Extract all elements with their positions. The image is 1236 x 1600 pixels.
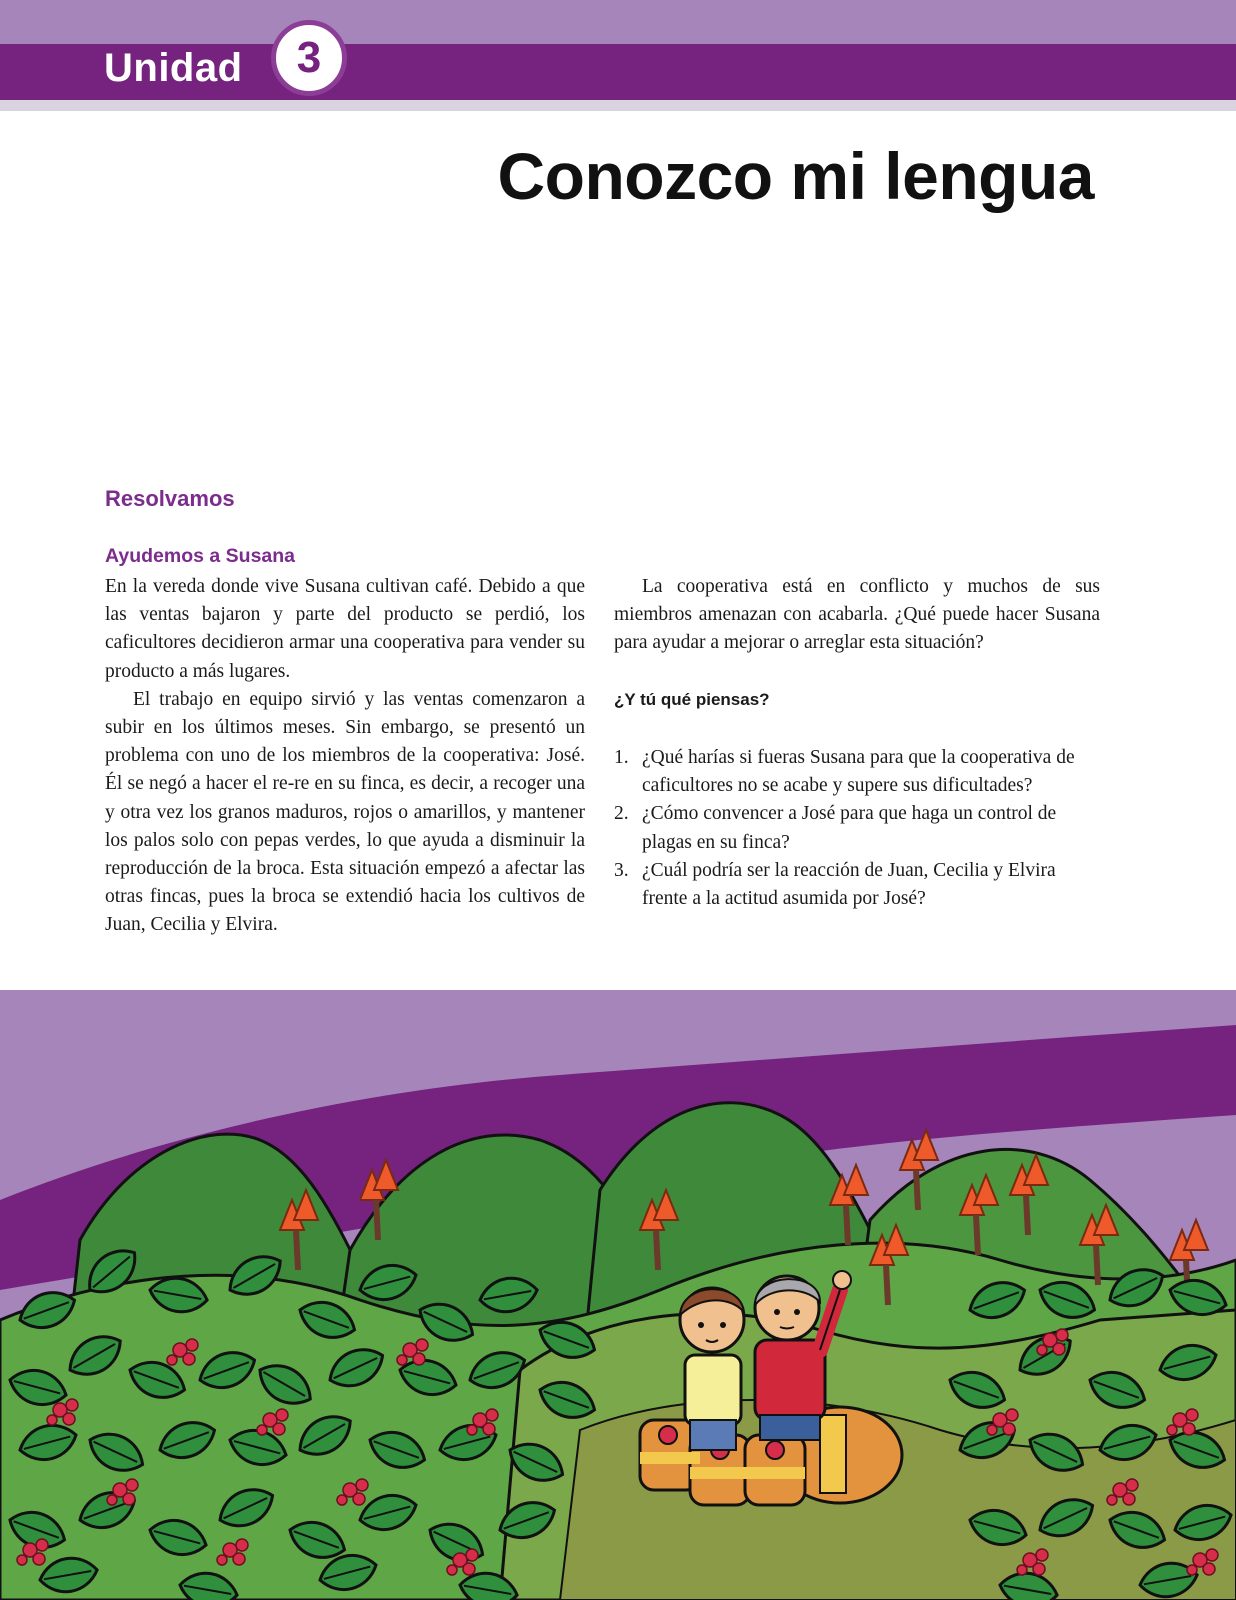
unit-number: 3 [296, 33, 322, 82]
question-number: 3. [614, 859, 629, 881]
story-right-column [614, 573, 1100, 658]
header-top-stripe [0, 0, 1236, 44]
story-title: Ayudemos a Susana [105, 545, 296, 567]
question-item [614, 857, 1100, 913]
story-paragraph: La cooperativa está en conflicto y muchos de sus miembros amenazan con acabarla. ¿Qué puede hacer Susana para ayudar a mejorar o arreglar esta situación? [614, 576, 1100, 654]
coffee-farm-illustration [0, 990, 1236, 1600]
story-paragraph: El trabajo en equipo sirvió y las ventas comenzaron a subir en los últimos meses. Sin embargo, se presentó un problema con uno de los miembros de la cooperativa: José. Él se negó a hacer el re-re en su finca, es decir, a recoger una y otra vez los granos maduros, rojos o amarillos, y mantener los palos solo con pepas verdes, lo que ayuda a disminuir la reproducción de la broca. Esta situación empezó a afectar las otras fincas, pues la broca se extendió hacia los cultivos de Juan, Cecilia y Elvira. [105, 688, 585, 936]
question-number: 2. [614, 803, 629, 825]
story-paragraph: En la vereda donde vive Susana cultivan café. Debido a que las ventas bajaron y parte del producto se perdió, los caficultores decidieron armar una cooperativa para vender su producto a más lugares. [105, 576, 585, 682]
page-title: Conozco mi lengua [497, 139, 1094, 213]
question-text: ¿Qué harías si fueras Susana para que la cooperativa de caficultores no se acabe y supere sus dificultades? [642, 747, 1075, 797]
header-rule [0, 100, 1236, 111]
boy-character [680, 1288, 744, 1450]
section-heading: Resolvamos [105, 486, 235, 511]
unit-number-badge [271, 20, 347, 96]
story-left-column [105, 573, 585, 940]
question-item [614, 744, 1100, 800]
question-text: ¿Cuál podría ser la reacción de Juan, Cecilia y Elvira frente a la actitud asumida por José? [642, 859, 1056, 910]
unit-label: Unidad [104, 46, 243, 90]
question-text: ¿Cómo convencer a José para que haga un control de plagas en su finca? [642, 803, 1057, 853]
questions-list [614, 744, 1100, 913]
question-item [614, 800, 1100, 856]
questions-heading: ¿Y tú qué piensas? [614, 690, 770, 709]
question-number: 1. [614, 747, 629, 768]
